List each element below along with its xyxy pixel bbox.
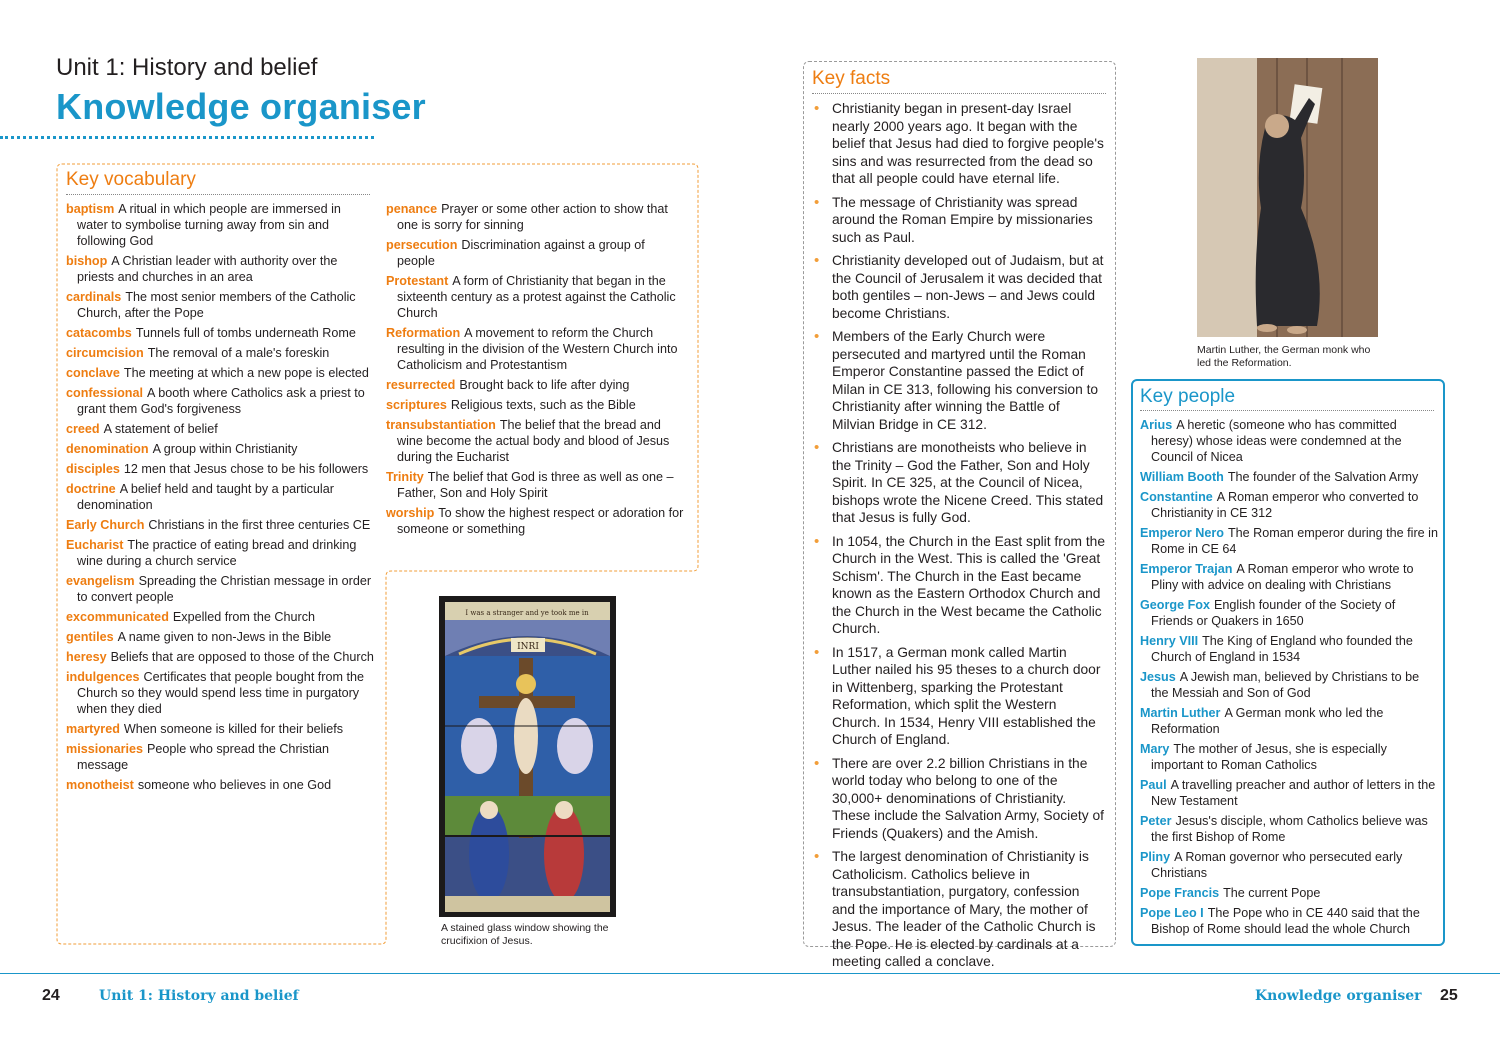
vocabulary-entry-term: scriptures (386, 398, 447, 412)
key-person-entry-definition: Jesus's disciple, whom Catholics believe was the first Bishop of Rome (1151, 814, 1428, 844)
vocabulary-entry (66, 461, 374, 477)
key-person-entry-definition: A Jewish man, believed by Christians to be the Messiah and Son of God (1151, 670, 1420, 700)
vocabulary-entry-definition: The belief that the bread and wine become the actual body and blood of Jesus during the Eucharist (397, 418, 670, 464)
footer-divider (0, 973, 1500, 974)
vocabulary-entry-definition: The meeting at which a new pope is elected (123, 366, 369, 380)
key-person-entry-term: William Booth (1140, 470, 1224, 484)
vocabulary-entry-term: doctrine (66, 482, 116, 496)
bullet-icon: • (814, 643, 820, 661)
key-person-entry (1140, 777, 1438, 809)
vocabulary-entry (66, 573, 374, 605)
key-person-entry-term: Arius (1140, 418, 1173, 432)
vocabulary-entry-definition: Spreading the Christian message in order to convert people (77, 574, 372, 604)
key-fact-text: Christianity began in present-day Israel nearly 2000 years ago. It began with the belief that Jesus had died to forgive people's sins and was resurrected from the dead so that all people could have eternal life. (832, 101, 1104, 186)
bullet-icon: • (814, 328, 820, 345)
key-person-entry-definition: The Roman emperor during the fire in Rome in CE 64 (1151, 526, 1438, 556)
vocabulary-entry-definition: To show the highest respect or adoration for someone or something (397, 506, 684, 536)
key-person-entry (1140, 885, 1438, 901)
vocabulary-entry (66, 609, 374, 625)
key-fact-text: The message of Christianity was spread around the Roman Empire by missionaries such as Paul. (832, 194, 1093, 245)
vocabulary-entry-definition: 12 men that Jesus chose to be his followers (123, 462, 369, 476)
key-person-entry-term: Emperor Nero (1140, 526, 1224, 540)
vocabulary-entry-term: Reformation (386, 326, 461, 340)
key-person-entry-term: George Fox (1140, 598, 1210, 612)
vocabulary-entry (66, 421, 374, 437)
vocabulary-entry (66, 777, 374, 793)
key-fact-item (812, 755, 1106, 843)
key-fact-text: In 1054, the Church in the East split from the Church in the West. This is called the 'Great Schism'. The Church in the East became known as the Eastern Orthodox Church and the Church in the West became the Catholic Church. (832, 533, 1106, 636)
vocabulary-entry (66, 629, 374, 645)
key-people-heading: Key people (1140, 386, 1236, 407)
key-person-entry (1140, 849, 1438, 881)
stained-glass-window-image (439, 596, 616, 917)
vocabulary-entry-definition: Christians in the first three centuries CE (148, 518, 371, 532)
vocabulary-heading: Key vocabulary (66, 169, 196, 190)
stained-glass-caption: A stained glass window showing the crucifixion of Jesus. (441, 922, 609, 947)
vocabulary-entry-definition: Expelled from the Church (172, 610, 315, 624)
vocabulary-entry (66, 517, 374, 533)
vocabulary-entry-term: bishop (66, 254, 108, 268)
key-person-entry (1140, 741, 1438, 773)
key-person-entry (1140, 813, 1438, 845)
vocabulary-entry (66, 481, 374, 513)
key-person-entry-term: Mary (1140, 742, 1170, 756)
key-person-entry-term: Peter (1140, 814, 1172, 828)
key-fact-text: Members of the Early Church were persecuted and martyred until the Roman Emperor Constantine passed the Edict of Milan in CE 313, following his conversion to Christianity after winning the Battle of Milvian Bridge in CE 312. (832, 329, 1099, 432)
key-fact-item (812, 439, 1106, 527)
vocabulary-entry (66, 537, 374, 569)
key-fact-item (812, 194, 1106, 247)
vocabulary-entry-term: indulgences (66, 670, 140, 684)
martin-luther-image (1197, 58, 1378, 337)
key-person-entry-term: Pliny (1140, 850, 1171, 864)
key-person-entry-definition: A Roman emperor who wrote to Pliny with advice on dealing with Christians (1151, 562, 1414, 592)
vocabulary-entry-definition: someone who believes in one God (137, 778, 332, 792)
vocabulary-entry-definition: Religious texts, such as the Bible (450, 398, 636, 412)
vocabulary-entry-term: resurrected (386, 378, 456, 392)
vocabulary-entry-term: worship (386, 506, 435, 520)
vocabulary-entry (66, 649, 374, 665)
left-page-number: 24 (42, 987, 60, 1004)
vocabulary-entry-term: evangelism (66, 574, 135, 588)
right-footer-text: Knowledge organiser (1255, 988, 1422, 1004)
vocabulary-entry (66, 289, 374, 321)
vocabulary-entry-term: disciples (66, 462, 120, 476)
key-fact-item (812, 848, 1106, 971)
key-person-entry-definition: The founder of the Salvation Army (1227, 470, 1419, 484)
vocabulary-entry-definition: A form of Christianity that began in the sixteenth century as a protest against the Catholic Church (397, 274, 676, 320)
vocabulary-heading-rule (66, 194, 370, 195)
vocabulary-entry-definition: The removal of a male's foreskin (147, 346, 330, 360)
inri-sign: INRI (517, 642, 539, 652)
key-person-entry (1140, 669, 1438, 701)
vocabulary-entry-definition: The practice of eating bread and drinking wine during a church service (77, 538, 357, 568)
vocabulary-entry-term: catacombs (66, 326, 132, 340)
key-fact-item (812, 533, 1106, 638)
key-person-entry-term: Constantine (1140, 490, 1213, 504)
vocabulary-entry (386, 397, 686, 413)
vocabulary-entry-definition: Beliefs that are opposed to those of the Church (110, 650, 374, 664)
key-fact-text: There are over 2.2 billion Christians in the world today who belong to one of the 30,000+ denominations of Christianity. These include the Salvation Army, Society of Friends (Quakers) and the Amish. (832, 755, 1104, 841)
vocabulary-entry-definition: A Christian leader with authority over the priests and churches in an area (77, 254, 338, 284)
key-person-entry-term: Emperor Trajan (1140, 562, 1233, 576)
vocabulary-entry-term: Early Church (66, 518, 145, 532)
key-people-heading-rule (1140, 410, 1434, 411)
vocabulary-entry (66, 741, 374, 773)
key-person-entry (1140, 905, 1438, 937)
unit-heading: Unit 1: History and belief (56, 54, 318, 81)
vocabulary-entry-term: Protestant (386, 274, 449, 288)
key-person-entry-definition: A Roman governor who persecuted early Christians (1151, 850, 1403, 880)
vocabulary-entry-definition: A name given to non-Jews in the Bible (117, 630, 332, 644)
vocabulary-entry-term: Eucharist (66, 538, 124, 552)
vocabulary-entry (66, 441, 374, 457)
key-fact-item (812, 644, 1106, 749)
key-person-entry (1140, 633, 1438, 665)
vocabulary-entry-term: conclave (66, 366, 120, 380)
bullet-icon: • (814, 252, 820, 269)
page-title: Knowledge organiser (56, 86, 426, 127)
vocabulary-entry (386, 505, 686, 537)
vocabulary-entry-term: confessional (66, 386, 143, 400)
bullet-icon: • (814, 439, 820, 456)
key-person-entry-term: Jesus (1140, 670, 1176, 684)
key-facts-list (812, 100, 1106, 977)
key-person-entry-term: Paul (1140, 778, 1167, 792)
vocabulary-entry (66, 721, 374, 737)
key-people-list (1140, 417, 1438, 941)
vocabulary-entry-term: circumcision (66, 346, 144, 360)
vocabulary-entry-term: creed (66, 422, 100, 436)
vocabulary-entry-term: penance (386, 202, 438, 216)
vocabulary-entry-definition: Certificates that people bought from the Church so they would spend less time in purgatory when they died (77, 670, 365, 716)
vocabulary-entry-term: missionaries (66, 742, 144, 756)
vocabulary-entry (66, 345, 374, 361)
vocabulary-entry (386, 469, 686, 501)
vocabulary-entry (66, 253, 374, 285)
vocabulary-entry-definition: Brought back to life after dying (459, 378, 630, 392)
key-person-entry (1140, 417, 1438, 465)
vocabulary-entry-term: transubstantiation (386, 418, 496, 432)
vocabulary-entry (386, 417, 686, 465)
bullet-icon: • (814, 848, 820, 865)
vocabulary-entry-term: excommunicated (66, 610, 169, 624)
vocabulary-entry (66, 201, 374, 249)
vocabulary-entry-term: denomination (66, 442, 149, 456)
key-person-entry-definition: English founder of the Society of Friends or Quakers in 1650 (1151, 598, 1396, 628)
vocabulary-entry (386, 273, 686, 321)
key-person-entry-definition: A travelling preacher and author of letters in the New Testament (1151, 778, 1436, 808)
title-divider (0, 136, 374, 139)
key-person-entry-definition: The current Pope (1223, 886, 1321, 900)
vocabulary-list-right (386, 201, 686, 541)
key-fact-text: Christians are monotheists who believe in the Trinity – God the Father, Son and Holy Spirit. In CE 325, at the Council of Nicea, bishops wrote the Nicene Creed. This stated that Jesus is fully God. (832, 440, 1104, 525)
key-person-entry (1140, 705, 1438, 737)
vocabulary-entry-term: cardinals (66, 290, 122, 304)
left-footer-text: Unit 1: History and belief (99, 988, 299, 1004)
key-facts-heading: Key facts (812, 68, 891, 89)
key-fact-item (812, 100, 1106, 188)
vocabulary-entry (66, 365, 374, 381)
vocabulary-entry-definition: The belief that God is three as well as one – Father, Son and Holy Spirit (397, 470, 674, 500)
vocabulary-entry (386, 325, 686, 373)
right-page-number: 25 (1440, 987, 1458, 1004)
vocabulary-entry-definition: A belief held and taught by a particular denomination (77, 482, 334, 512)
key-fact-item (812, 252, 1106, 322)
key-fact-text: Christianity developed out of Judaism, but at the Council of Jerusalem it was decided that both gentiles – non-Jews – and Jews could become Christians. (832, 253, 1104, 321)
key-facts-heading-rule (812, 93, 1106, 94)
vocabulary-entry-term: Trinity (386, 470, 424, 484)
key-fact-text: The largest denomination of Christianity is Catholicism. Catholics believe in transubstantiation, purgatory, confession and the importance of Mary, the mother of Jesus. The leader of the Catholic Church is the Pope. He is elected by cardinals at a meeting called a conclave. (832, 849, 1096, 969)
key-person-entry-definition: A German monk who led the Reformation (1151, 706, 1384, 736)
key-fact-item (812, 328, 1106, 433)
vocabulary-entry-definition: Prayer or some other action to show that one is sorry for sinning (397, 202, 668, 232)
vocabulary-entry (66, 325, 374, 341)
vocabulary-entry-definition: A booth where Catholics ask a priest to grant them God's forgiveness (77, 386, 365, 416)
vocabulary-entry-definition: Discrimination against a group of people (397, 238, 645, 268)
key-person-entry-term: Pope Francis (1140, 886, 1220, 900)
bullet-icon: • (814, 100, 820, 117)
vocabulary-entry-term: martyred (66, 722, 120, 736)
key-person-entry (1140, 489, 1438, 521)
bullet-icon: • (814, 532, 820, 550)
bullet-icon: • (814, 193, 820, 211)
vocabulary-entry-term: persecution (386, 238, 458, 252)
vocabulary-entry-definition: Tunnels full of tombs underneath Rome (135, 326, 356, 340)
vocabulary-entry-term: gentiles (66, 630, 114, 644)
key-person-entry (1140, 525, 1438, 557)
vocabulary-entry-term: monotheist (66, 778, 134, 792)
key-fact-text: In 1517, a German monk called Martin Luther nailed his 95 theses to a church door in Wittenberg, sparking the Protestant Reformation, which split the Western Church. In 1534, Henry VIII established the Church of England. (832, 644, 1101, 747)
vocabulary-entry-definition: A ritual in which people are immersed in water to symbolise turning away from sin and following God (77, 202, 341, 248)
key-person-entry-term: Martin Luther (1140, 706, 1221, 720)
bullet-icon: • (814, 754, 820, 772)
vocabulary-entry-definition: A statement of belief (103, 422, 218, 436)
key-person-entry (1140, 561, 1438, 593)
stained-glass-inscription: I was a stranger and ye took me in (465, 609, 589, 617)
vocabulary-entry-definition: A movement to reform the Church resulting in the division of the Western Church into Catholicism and Protestantism (397, 326, 678, 372)
key-person-entry-term: Pope Leo I (1140, 906, 1204, 920)
vocabulary-entry (66, 669, 374, 717)
key-person-entry-term: Henry VIII (1140, 634, 1199, 648)
vocabulary-entry (66, 385, 374, 417)
key-person-entry (1140, 469, 1438, 485)
key-person-entry-definition: A heretic (someone who has committed heresy) whose ideas were condemned at the Council of Nicea (1151, 418, 1402, 464)
vocabulary-entry-term: heresy (66, 650, 107, 664)
vocabulary-entry-definition: A group within Christianity (152, 442, 298, 456)
key-person-entry-definition: The Pope who in CE 440 said that the Bishop of Rome should lead the whole Church (1151, 906, 1420, 936)
vocabulary-entry-definition: The most senior members of the Catholic Church, after the Pope (77, 290, 356, 320)
key-person-entry-definition: A Roman emperor who converted to Christianity in CE 312 (1151, 490, 1419, 520)
key-person-entry-definition: The King of England who founded the Church of England in 1534 (1151, 634, 1413, 664)
key-person-entry-definition: The mother of Jesus, she is especially important to Roman Catholics (1151, 742, 1387, 772)
vocabulary-list-left (66, 201, 374, 797)
vocabulary-entry (386, 377, 686, 393)
key-person-entry (1140, 597, 1438, 629)
vocabulary-entry-term: baptism (66, 202, 115, 216)
vocabulary-entry-definition: People who spread the Christian message (77, 742, 330, 772)
martin-luther-caption: Martin Luther, the German monk who led the Reformation. (1197, 344, 1371, 369)
vocabulary-entry-definition: When someone is killed for their beliefs (123, 722, 343, 736)
vocabulary-entry (386, 201, 686, 233)
vocabulary-entry (386, 237, 686, 269)
